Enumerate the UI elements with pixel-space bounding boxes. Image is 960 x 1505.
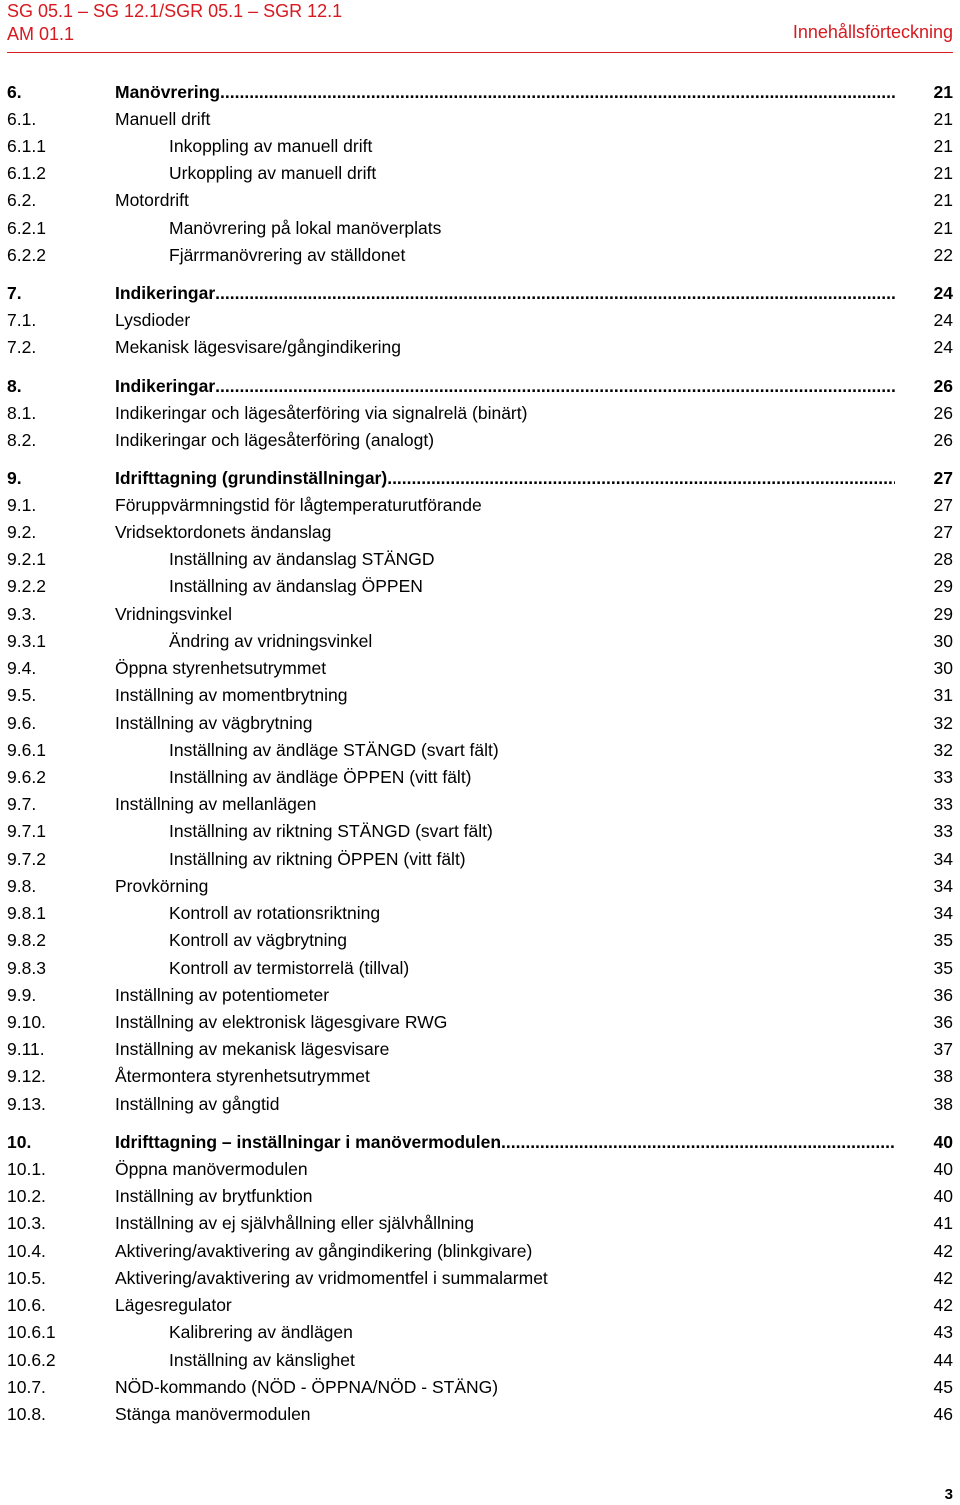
- toc-row[interactable]: [7, 792, 953, 816]
- toc-entry-page: 21: [933, 82, 953, 102]
- toc-entry-number: 6.1.1: [7, 136, 46, 156]
- toc-entry-title: Öppna manövermodulen: [115, 1159, 308, 1179]
- toc-entry-page: 27: [933, 495, 953, 515]
- toc-entry-title: Inställning av elektronisk lägesgivare RWG: [115, 1012, 448, 1032]
- toc-entry-title: Indikeringar: [115, 283, 216, 303]
- toc-entry-title: Inställning av vägbrytning: [115, 713, 313, 733]
- toc-entry-page: 32: [933, 713, 953, 733]
- toc-entry-title: Urkoppling av manuell drift: [169, 163, 377, 183]
- toc-row[interactable]: [7, 308, 953, 332]
- section-title: Innehållsförteckning: [792, 22, 953, 42]
- toc-row[interactable]: [7, 161, 953, 185]
- toc-entry-title: Kontroll av rotationsriktning: [169, 903, 381, 923]
- toc-entry-page: 44: [933, 1350, 953, 1370]
- toc-entry-title: Idrifttagning – inställningar i manövermodulen: [115, 1132, 502, 1152]
- toc-entry-number: 7.2.: [7, 337, 37, 357]
- toc-entry-title: Indikeringar och lägesåterföring via signalrelä (binärt): [115, 403, 528, 423]
- toc-entry-number: 9.8.2: [7, 930, 46, 950]
- toc-row[interactable]: [7, 1037, 953, 1061]
- toc-entry-page: 45: [933, 1377, 953, 1397]
- page-header: [7, 0, 953, 46]
- toc-entry-page: 21: [933, 218, 953, 238]
- toc-row[interactable]: [7, 1239, 953, 1263]
- toc-entry-page: 29: [933, 576, 953, 596]
- toc-entry-title: Kontroll av vägbrytning: [169, 930, 348, 950]
- toc-entry-number: 10.2.: [7, 1186, 46, 1206]
- toc-entry-number: 9.7.2: [7, 849, 46, 869]
- toc-entry-title: Inställning av ändanslag ÖPPEN: [169, 576, 423, 596]
- toc-entry-title: Inställning av momentbrytning: [115, 685, 348, 705]
- toc-entry-title: Inställning av gångtid: [115, 1094, 280, 1114]
- toc-entry-page: 21: [933, 190, 953, 210]
- toc-entry-title: Stänga manövermodulen: [115, 1404, 311, 1424]
- toc-entry-title: Inställning av potentiometer: [115, 985, 330, 1005]
- toc-entry-number: 6.1.: [7, 109, 37, 129]
- toc-entry-page: 33: [933, 794, 953, 814]
- toc-row[interactable]: [7, 847, 953, 871]
- toc-entry-title: Kontroll av termistorrelä (tillval): [169, 958, 410, 978]
- toc-row[interactable]: [7, 134, 953, 158]
- toc-entry-page: 21: [933, 136, 953, 156]
- toc-entry-number: 6.2.: [7, 190, 37, 210]
- dot-leader: [387, 466, 895, 490]
- toc-entry-title: Inställning av riktning STÄNGD (svart fält): [169, 821, 493, 841]
- toc-entry-title: Manövrering på lokal manöverplats: [169, 218, 442, 238]
- toc-row[interactable]: [7, 1293, 953, 1317]
- toc-row[interactable]: [7, 243, 953, 267]
- toc-entry-title: Inställning av känslighet: [169, 1350, 355, 1370]
- toc-chapter-row[interactable]: [7, 281, 953, 305]
- toc-entry-number: 9.8.3: [7, 958, 46, 978]
- toc-entry-page: 21: [933, 109, 953, 129]
- toc-entry-page: 43: [933, 1322, 953, 1342]
- toc-row[interactable]: [7, 1375, 953, 1399]
- toc-entry-title: Aktivering/avaktivering av vridmomentfel i summalarmet: [115, 1268, 548, 1288]
- toc-entry-title: Ändring av vridningsvinkel: [169, 631, 373, 651]
- toc-entry-number: 8.1.: [7, 403, 37, 423]
- toc-row[interactable]: [7, 574, 953, 598]
- toc-row[interactable]: [7, 629, 953, 653]
- toc-entry-page: 29: [933, 604, 953, 624]
- toc-entry-page: 40: [933, 1186, 953, 1206]
- toc-entry-number: 9.1.: [7, 495, 37, 515]
- header-divider: [7, 52, 953, 53]
- toc-entry-page: 22: [933, 245, 953, 265]
- toc-entry-title: Inställning av ändläge STÄNGD (svart fält): [169, 740, 499, 760]
- toc-entry-number: 9.7.1: [7, 821, 46, 841]
- toc-entry-number: 10.6.: [7, 1295, 46, 1315]
- toc-entry-page: 35: [933, 958, 953, 978]
- toc-row[interactable]: [7, 216, 953, 240]
- toc-entry-page: 30: [933, 631, 953, 651]
- toc-chapter-row[interactable]: [7, 374, 953, 398]
- dot-leader: [215, 374, 895, 398]
- toc-row[interactable]: [7, 493, 953, 517]
- toc-entry-page: 28: [933, 549, 953, 569]
- toc-row[interactable]: [7, 335, 953, 359]
- toc-entry-page: 38: [933, 1066, 953, 1086]
- toc-entry-number: 6.2.2: [7, 245, 46, 265]
- toc-entry-number: 10.3.: [7, 1213, 46, 1233]
- toc-entry-page: 24: [933, 310, 953, 330]
- toc-entry-number: 10.: [7, 1132, 32, 1152]
- toc-row[interactable]: [7, 520, 953, 544]
- toc-chapter-row[interactable]: [7, 80, 953, 104]
- toc-entry-number: 9.2.2: [7, 576, 46, 596]
- toc-entry-title: Mekanisk lägesvisare/gångindikering: [115, 337, 401, 357]
- toc-entry-page: 33: [933, 821, 953, 841]
- toc-entry-title: Lägesregulator: [115, 1295, 232, 1315]
- toc-entry-title: Fjärrmanövrering av ställdonet: [169, 245, 406, 265]
- toc-row[interactable]: [7, 983, 953, 1007]
- toc-entry-number: 9.3.: [7, 604, 37, 624]
- toc-entry-title: Inställning av mellanlägen: [115, 794, 317, 814]
- toc-entry-number: 9.9.: [7, 985, 37, 1005]
- toc-chapter-title: [115, 374, 895, 398]
- toc-entry-number: 10.8.: [7, 1404, 46, 1424]
- toc-entry-page: 26: [933, 430, 953, 450]
- toc-entry-number: 9.2.: [7, 522, 37, 542]
- toc-entry-page: 21: [933, 163, 953, 183]
- toc-entry-page: 35: [933, 930, 953, 950]
- toc-entry-page: 36: [933, 1012, 953, 1032]
- toc-row[interactable]: [7, 1064, 953, 1088]
- toc-entry-page: 40: [933, 1159, 953, 1179]
- toc-entry-number: 9.6.: [7, 713, 37, 733]
- toc-row[interactable]: [7, 656, 953, 680]
- document-id: [7, 0, 342, 46]
- toc-entry-page: 26: [933, 376, 953, 396]
- toc-entry-number: 10.7.: [7, 1377, 46, 1397]
- toc-entry-number: 9.6.1: [7, 740, 46, 760]
- toc-entry-number: 7.1.: [7, 310, 37, 330]
- toc-entry-page: 42: [933, 1241, 953, 1261]
- toc-row[interactable]: [7, 874, 953, 898]
- toc-entry-page: 34: [933, 849, 953, 869]
- toc-entry-number: 6.: [7, 82, 22, 102]
- toc-entry-number: 6.1.2: [7, 163, 46, 183]
- toc-entry-title: Inställning av mekanisk lägesvisare: [115, 1039, 390, 1059]
- toc-entry-number: 9.3.1: [7, 631, 46, 651]
- toc-entry-page: 42: [933, 1268, 953, 1288]
- toc-row[interactable]: [7, 1184, 953, 1208]
- toc-entry-title: Föruppvärmningstid för lågtemperaturutförande: [115, 495, 482, 515]
- toc-entry-title: Indikeringar: [115, 376, 216, 396]
- toc-entry-number: 10.5.: [7, 1268, 46, 1288]
- toc-entry-number: 8.: [7, 376, 22, 396]
- dot-leader: [220, 80, 895, 104]
- toc-entry-title: Kalibrering av ändlägen: [169, 1322, 353, 1342]
- toc-entry-number: 9.6.2: [7, 767, 46, 787]
- toc-entry-number: 10.6.2: [7, 1350, 56, 1370]
- toc-entry-number: 6.2.1: [7, 218, 46, 238]
- toc-chapter-row[interactable]: [7, 1130, 953, 1154]
- toc-entry-number: 9.: [7, 468, 22, 488]
- toc-entry-page: 26: [933, 403, 953, 423]
- toc-entry-number: 9.4.: [7, 658, 37, 678]
- toc-entry-page: 24: [933, 337, 953, 357]
- toc-row[interactable]: [7, 428, 953, 452]
- page-number: 3: [944, 1486, 953, 1503]
- document-id-line2: AM 01.1: [7, 24, 75, 44]
- toc-row[interactable]: [7, 1010, 953, 1034]
- toc-entry-page: 40: [933, 1132, 953, 1152]
- document-id-line1: SG 05.1 – SG 12.1/SGR 05.1 – SGR 12.1: [7, 1, 343, 21]
- toc-row[interactable]: [7, 901, 953, 925]
- toc-entry-page: 31: [933, 685, 953, 705]
- toc-row[interactable]: [7, 819, 953, 843]
- toc-entry-title: Manuell drift: [115, 109, 211, 129]
- toc-entry-page: 32: [933, 740, 953, 760]
- toc-entry-number: 9.13.: [7, 1094, 46, 1114]
- toc-entry-page: 33: [933, 767, 953, 787]
- toc-entry-title: Inställning av riktning ÖPPEN (vitt fält): [169, 849, 466, 869]
- toc-entry-page: 36: [933, 985, 953, 1005]
- toc-entry-page: 42: [933, 1295, 953, 1315]
- toc-entry-title: Inställning av ej självhållning eller självhållning: [115, 1213, 474, 1233]
- toc-entry-page: 27: [933, 468, 953, 488]
- toc-entry-title: Manövrering: [115, 82, 221, 102]
- toc-row[interactable]: [7, 765, 953, 789]
- dot-leader: [215, 281, 895, 305]
- toc-entry-page: 24: [933, 283, 953, 303]
- toc-row[interactable]: [7, 683, 953, 707]
- toc-entry-number: 10.6.1: [7, 1322, 56, 1342]
- toc-entry-number: 10.1.: [7, 1159, 46, 1179]
- toc-entry-page: 41: [933, 1213, 953, 1233]
- toc-row[interactable]: [7, 107, 953, 131]
- toc-row[interactable]: [7, 1402, 953, 1426]
- toc-entry-number: 9.7.: [7, 794, 37, 814]
- toc-entry-number: 9.10.: [7, 1012, 46, 1032]
- toc-entry-title: Idrifttagning (grundinställningar): [115, 468, 388, 488]
- toc-row[interactable]: [7, 188, 953, 212]
- toc-row[interactable]: [7, 738, 953, 762]
- toc-row[interactable]: [7, 1348, 953, 1372]
- toc-chapter-title: [115, 1130, 895, 1154]
- toc-entry-page: 30: [933, 658, 953, 678]
- toc-chapter-title: [115, 80, 895, 104]
- dot-leader: [501, 1130, 895, 1154]
- toc-row[interactable]: [7, 1092, 953, 1116]
- toc-entry-page: 37: [933, 1039, 953, 1059]
- toc-entry-number: 9.5.: [7, 685, 37, 705]
- toc-entry-title: Inställning av ändanslag STÄNGD: [169, 549, 435, 569]
- toc-entry-number: 9.8.1: [7, 903, 46, 923]
- toc-entry-title: Provkörning: [115, 876, 209, 896]
- toc-entry-number: 9.11.: [7, 1039, 45, 1059]
- toc-entry-number: 9.8.: [7, 876, 37, 896]
- toc-row[interactable]: [7, 547, 953, 571]
- toc-entry-title: Motordrift: [115, 190, 189, 210]
- toc-row[interactable]: [7, 602, 953, 626]
- toc-row[interactable]: [7, 1211, 953, 1235]
- toc-row[interactable]: [7, 401, 953, 425]
- toc-row[interactable]: [7, 928, 953, 952]
- toc-entry-number: 9.12.: [7, 1066, 46, 1086]
- toc-entry-title: Lysdioder: [115, 310, 191, 330]
- toc-entry-title: Aktivering/avaktivering av gångindikering (blinkgivare): [115, 1241, 533, 1261]
- toc-chapter-row[interactable]: [7, 466, 953, 490]
- toc-row[interactable]: [7, 1320, 953, 1344]
- toc-entry-page: 27: [933, 522, 953, 542]
- toc-entry-number: 7.: [7, 283, 22, 303]
- toc-row[interactable]: [7, 711, 953, 735]
- toc-entry-page: 38: [933, 1094, 953, 1114]
- toc-row[interactable]: [7, 1266, 953, 1290]
- toc-entry-number: 10.4.: [7, 1241, 46, 1261]
- toc-entry-title: Vridningsvinkel: [115, 604, 233, 624]
- toc-chapter-title: [115, 281, 895, 305]
- toc-entry-title: Indikeringar och lägesåterföring (analogt): [115, 430, 435, 450]
- toc-entry-number: 8.2.: [7, 430, 37, 450]
- toc-row[interactable]: [7, 956, 953, 980]
- toc-entry-title: Inställning av ändläge ÖPPEN (vitt fält): [169, 767, 472, 787]
- toc-entry-page: 46: [933, 1404, 953, 1424]
- toc-chapter-title: [115, 466, 895, 490]
- toc-entry-title: Inkoppling av manuell drift: [169, 136, 373, 156]
- toc-entry-page: 34: [933, 903, 953, 923]
- toc-entry-number: 9.2.1: [7, 549, 46, 569]
- toc-entry-title: Vridsektordonets ändanslag: [115, 522, 332, 542]
- toc-entry-title: Återmontera styrenhetsutrymmet: [115, 1066, 370, 1086]
- toc-entry-title: NÖD-kommando (NÖD - ÖPPNA/NÖD - STÄNG): [115, 1377, 499, 1397]
- toc-entry-title: Öppna styrenhetsutrymmet: [115, 658, 327, 678]
- toc-entry-title: Inställning av brytfunktion: [115, 1186, 313, 1206]
- toc-row[interactable]: [7, 1157, 953, 1181]
- toc-entry-page: 34: [933, 876, 953, 896]
